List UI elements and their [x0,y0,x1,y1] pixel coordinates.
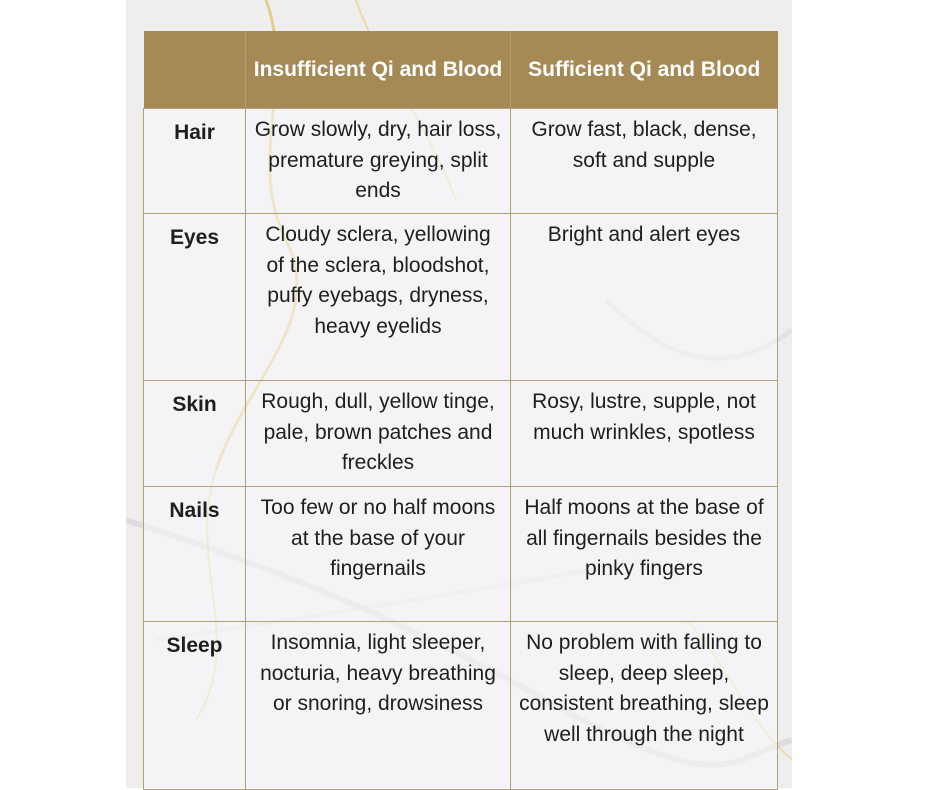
table-row [144,109,778,214]
row-label-nails: Nails [144,487,246,622]
row-label-hair: Hair [144,109,246,214]
cell-nails-sufficient: Half moons at the base of all fingernails besides the pinky fingers [511,487,778,622]
cell-sleep-insufficient: Insomnia, light sleeper, nocturia, heavy breathing or snoring, drowsiness [246,622,511,790]
cell-eyes-sufficient: Bright and alert eyes [511,214,778,381]
qi-blood-comparison-table [143,31,778,790]
header-corner-cell [144,31,246,109]
cell-sleep-sufficient: No problem with falling to sleep, deep sleep, consistent breathing, sleep well through the night [511,622,778,790]
cell-hair-sufficient: Grow fast, black, dense, soft and supple [511,109,778,214]
row-label-skin: Skin [144,381,246,487]
cell-nails-insufficient: Too few or no half moons at the base of your fingernails [246,487,511,622]
cell-skin-sufficient: Rosy, lustre, supple, not much wrinkles, spotless [511,381,778,487]
table-row [144,487,778,622]
cell-eyes-insufficient: Cloudy sclera, yellowing of the sclera, bloodshot, puffy eyebags, dryness, heavy eyelids [246,214,511,381]
row-label-eyes: Eyes [144,214,246,381]
header-insufficient: Insufficient Qi and Blood [246,31,511,109]
table-row [144,622,778,790]
row-label-sleep: Sleep [144,622,246,790]
cell-skin-insufficient: Rough, dull, yellow tinge, pale, brown patches and freckles [246,381,511,487]
table-row [144,381,778,487]
header-row [144,31,778,109]
cell-hair-insufficient: Grow slowly, dry, hair loss, premature greying, split ends [246,109,511,214]
header-sufficient: Sufficient Qi and Blood [511,31,778,109]
table-row [144,214,778,381]
